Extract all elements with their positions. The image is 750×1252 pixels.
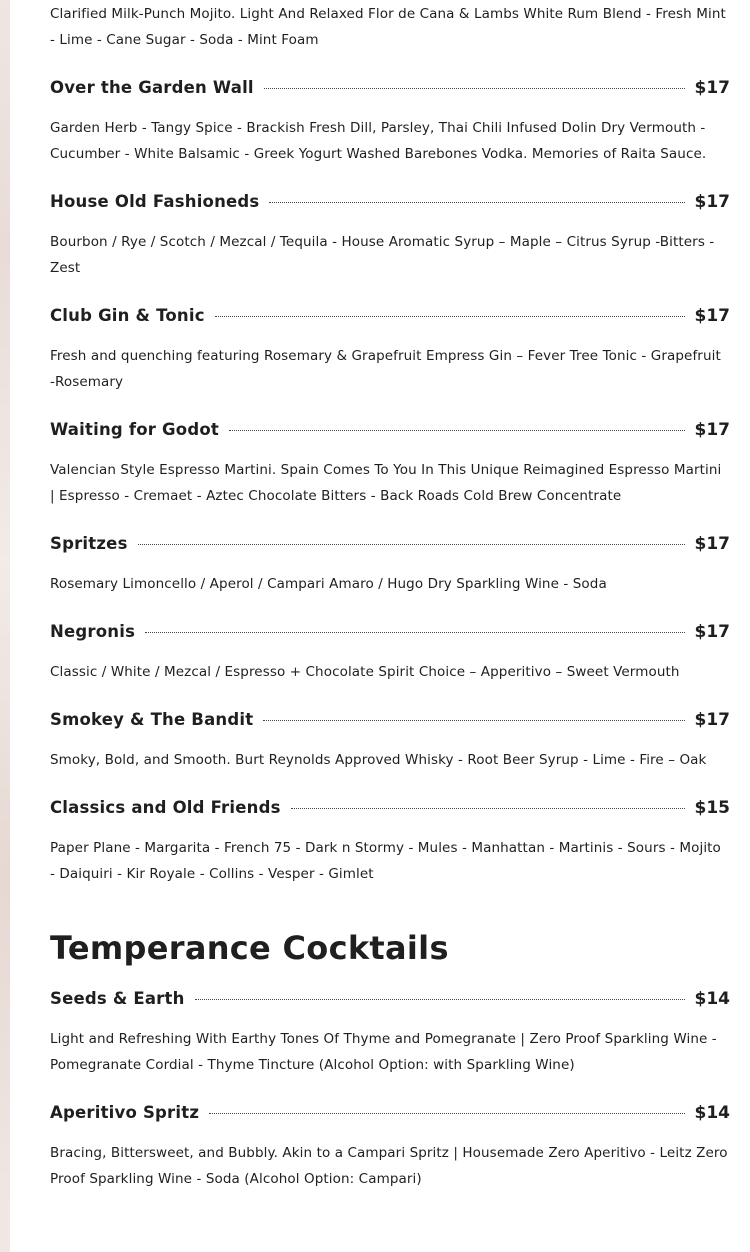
menu-item: [50, 534, 730, 597]
menu-item: [50, 192, 730, 281]
item-name: Classics and Old Friends: [50, 798, 281, 817]
menu-page: [10, 0, 750, 1252]
item-name: Aperitivo Spritz: [50, 1103, 200, 1122]
dotted-leader: [145, 632, 684, 633]
item-description: Paper Plane - Margarita - French 75 - Dark n Stormy - Mules - Manhattan - Martinis - Sours - Mojito - Daiquiri - Kir Royale - Collins - Vesper - Gimlet: [50, 840, 721, 882]
dotted-leader: [264, 88, 685, 89]
page-edge-decoration: [0, 0, 10, 1252]
item-description: Bourbon / Rye / Scotch / Mezcal / Tequila - House Aromatic Syrup – Maple – Citrus Syrup -Bitters - Zest: [50, 234, 715, 276]
menu-item-header: [50, 622, 730, 650]
dotted-leader: [138, 544, 685, 545]
item-description: Light and Refreshing With Earthy Tones Of Thyme and Pomegranate | Zero Proof Sparkling Wine - Pomegranate Cordial - Thyme Tincture (Alcohol Option: with Sparkling Wine): [50, 1031, 717, 1073]
item-description: Smoky, Bold, and Smooth. Burt Reynolds Approved Whisky - Root Beer Syrup - Lime - Fire – Oak: [50, 752, 707, 768]
item-name: Smokey & The Bandit: [50, 710, 254, 729]
menu-item: [50, 710, 730, 773]
menu-item: [50, 420, 730, 509]
item-price: $14: [694, 1103, 730, 1123]
item-price: $14: [694, 989, 730, 1009]
section-title: Temperance Cocktails: [50, 929, 449, 967]
item-price: $17: [694, 306, 730, 326]
item-description: Classic / White / Mezcal / Espresso + Chocolate Spirit Choice – Apperitivo – Sweet Vermouth: [50, 664, 680, 680]
item-price: $17: [694, 622, 730, 642]
item-description: Bracing, Bittersweet, and Bubbly. Akin to a Campari Spritz | Housemade Zero Aperitivo - Leitz Zero Proof Sparkling Wine - Soda (Alcohol Option: Campari): [50, 1145, 728, 1187]
menu-item-header: [50, 420, 730, 448]
item-name: Seeds & Earth: [50, 989, 185, 1008]
menu-item-header: [50, 192, 730, 220]
item-description: Garden Herb - Tangy Spice - Brackish Fresh Dill, Parsley, Thai Chili Infused Dolin Dry Vermouth - Cucumber - White Balsamic - Greek Yogurt Washed Barebones Vodka. Memories of Raita Sauce.: [50, 120, 707, 162]
item-description: Rosemary Limoncello / Aperol / Campari Amaro / Hugo Dry Sparkling Wine - Soda: [50, 576, 607, 592]
dotted-leader: [263, 720, 684, 721]
menu-item: [50, 989, 730, 1078]
menu-item-header: [50, 534, 730, 562]
dotted-leader: [269, 202, 684, 203]
dotted-leader: [209, 1113, 684, 1114]
menu-item: [50, 798, 730, 887]
item-name: Negronis: [50, 622, 136, 641]
menu-item-header: [50, 989, 730, 1017]
menu-item: [50, 78, 730, 167]
item-name: House Old Fashioneds: [50, 192, 260, 211]
menu-item-header: [50, 1103, 730, 1131]
menu-content: [50, 0, 730, 1192]
temperance-list: [50, 989, 730, 1192]
item-price: $17: [694, 192, 730, 212]
menu-item-header: [50, 78, 730, 106]
item-name: Waiting for Godot: [50, 420, 219, 439]
item-price: $17: [694, 534, 730, 554]
menu-item: [50, 306, 730, 395]
menu-item-header: [50, 306, 730, 334]
item-name: Spritzes: [50, 534, 128, 553]
menu-item-header: [50, 798, 730, 826]
item-price: $17: [694, 420, 730, 440]
item-price: $15: [694, 798, 730, 818]
item-name: Club Gin & Tonic: [50, 306, 205, 325]
dotted-leader: [215, 316, 685, 317]
item-price: $17: [694, 710, 730, 730]
dotted-leader: [291, 808, 685, 809]
item-name: Over the Garden Wall: [50, 78, 254, 97]
dotted-leader: [195, 999, 685, 1000]
item-description: Clarified Milk-Punch Mojito. Light And Relaxed Flor de Cana & Lambs White Rum Blend - Fresh Mint - Lime - Cane Sugar - Soda - Mint Foam: [50, 6, 726, 48]
menu-item: [50, 622, 730, 685]
menu-item: [50, 1103, 730, 1192]
item-price: $17: [694, 78, 730, 98]
dotted-leader: [229, 430, 685, 431]
cocktail-list: [50, 78, 730, 887]
item-description: Valencian Style Espresso Martini. Spain Comes To You In This Unique Reimagined Espresso Martini | Espresso - Cremaet - Aztec Chocolate Bitters - Back Roads Cold Brew Concentrate: [50, 462, 722, 504]
menu-item-header: [50, 710, 730, 738]
item-description: Fresh and quenching featuring Rosemary & Grapefruit Empress Gin – Fever Tree Tonic - Grapefruit -Rosemary: [50, 348, 721, 390]
